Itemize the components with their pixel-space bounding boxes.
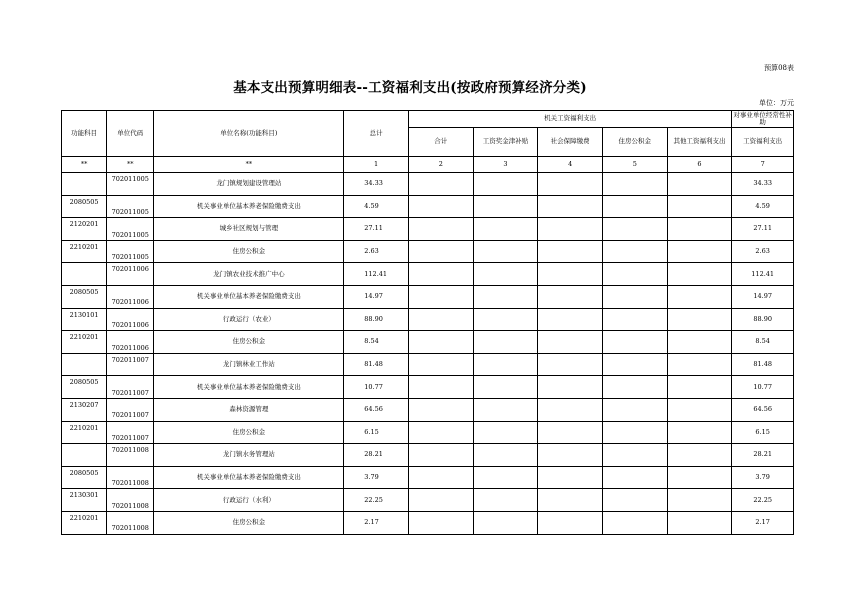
welfare-cell: 81.48 (732, 353, 794, 376)
housing-cell (602, 173, 667, 196)
header-unit-code: 单位代码 (107, 111, 154, 157)
func-subject-cell: 2210201 (62, 511, 107, 534)
unit-code-cell: 702011006 (107, 308, 154, 331)
index-cell: 4 (538, 157, 603, 173)
unit-name-cell: 住房公积金 (154, 511, 344, 534)
unit-code-cell: 702011008 (107, 444, 154, 467)
total-cell: 81.48 (344, 353, 409, 376)
unit-name-cell: 城乡社区规划与管理 (154, 218, 344, 241)
housing-cell (602, 421, 667, 444)
social-cell (538, 331, 603, 354)
housing-cell (602, 285, 667, 308)
social-cell (538, 285, 603, 308)
unit-code-cell: 702011005 (107, 173, 154, 196)
other-cell (667, 218, 732, 241)
total-cell: 14.97 (344, 285, 409, 308)
sum-cell (408, 218, 473, 241)
welfare-cell: 27.11 (732, 218, 794, 241)
index-cell: ** (62, 157, 107, 173)
other-cell (667, 444, 732, 467)
total-cell: 6.15 (344, 421, 409, 444)
header-col-social: 社会保障缴费 (538, 128, 603, 157)
func-subject-cell (62, 353, 107, 376)
social-cell (538, 489, 603, 512)
social-cell (538, 444, 603, 467)
table-row (62, 308, 794, 331)
table-row (62, 398, 794, 421)
other-cell (667, 489, 732, 512)
salary-cell (473, 376, 538, 399)
index-cell: 2 (408, 157, 473, 173)
salary-cell (473, 489, 538, 512)
welfare-cell: 22.25 (732, 489, 794, 512)
unit-name-cell: 住房公积金 (154, 331, 344, 354)
sum-cell (408, 511, 473, 534)
unit-label: 单位：万元 (759, 99, 794, 107)
table-row (62, 285, 794, 308)
index-cell: 7 (732, 157, 794, 173)
housing-cell (602, 376, 667, 399)
other-cell (667, 240, 732, 263)
func-subject-cell: 2130101 (62, 308, 107, 331)
table-row (62, 195, 794, 218)
welfare-cell: 28.21 (732, 444, 794, 467)
total-cell: 22.25 (344, 489, 409, 512)
salary-cell (473, 444, 538, 467)
salary-cell (473, 218, 538, 241)
total-cell: 64.56 (344, 398, 409, 421)
index-cell: 3 (473, 157, 538, 173)
housing-cell (602, 331, 667, 354)
salary-cell (473, 195, 538, 218)
other-cell (667, 195, 732, 218)
salary-cell (473, 353, 538, 376)
func-subject-cell: 2210201 (62, 240, 107, 263)
table-row (62, 466, 794, 489)
other-cell (667, 308, 732, 331)
func-subject-cell: 2120201 (62, 218, 107, 241)
housing-cell (602, 444, 667, 467)
social-cell (538, 466, 603, 489)
sum-cell (408, 285, 473, 308)
salary-cell (473, 285, 538, 308)
other-cell (667, 331, 732, 354)
sum-cell (408, 263, 473, 286)
unit-name-cell: 机关事业单位基本养老保险缴费支出 (154, 466, 344, 489)
housing-cell (602, 353, 667, 376)
unit-code-cell: 702011007 (107, 353, 154, 376)
social-cell (538, 308, 603, 331)
header-group-subsidy: 对事业单位经常性补助 (733, 110, 792, 126)
page-title: 基本支出预算明细表--工资福利支出(按政府预算经济分类) (233, 80, 587, 96)
social-cell (538, 376, 603, 399)
welfare-cell: 2.17 (732, 511, 794, 534)
salary-cell (473, 398, 538, 421)
unit-name-cell: 龙门镇林业工作站 (154, 353, 344, 376)
total-cell: 10.77 (344, 376, 409, 399)
unit-name-cell: 龙门镇水务管理站 (154, 444, 344, 467)
func-subject-cell: 2130207 (62, 398, 107, 421)
header-row-1 (62, 111, 794, 128)
welfare-cell: 4.59 (732, 195, 794, 218)
func-subject-cell: 2080505 (62, 285, 107, 308)
unit-code-cell: 702011007 (107, 421, 154, 444)
welfare-cell: 6.15 (732, 421, 794, 444)
func-subject-cell (62, 444, 107, 467)
other-cell (667, 511, 732, 534)
header-col-welfare: 工资福利支出 (732, 128, 794, 157)
welfare-cell: 10.77 (732, 376, 794, 399)
unit-name-cell: 住房公积金 (154, 240, 344, 263)
index-cell: 1 (344, 157, 409, 173)
table-row (62, 421, 794, 444)
table-row (62, 218, 794, 241)
housing-cell (602, 466, 667, 489)
unit-code-cell: 702011006 (107, 285, 154, 308)
sum-cell (408, 421, 473, 444)
unit-code-cell: 702011008 (107, 489, 154, 512)
table-row (62, 173, 794, 196)
unit-code-cell: 702011006 (107, 263, 154, 286)
salary-cell (473, 331, 538, 354)
table-row (62, 444, 794, 467)
other-cell (667, 376, 732, 399)
header-col-other: 其他工资福利支出 (667, 128, 732, 157)
social-cell (538, 195, 603, 218)
salary-cell (473, 173, 538, 196)
unit-name-cell: 机关事业单位基本养老保险缴费支出 (154, 376, 344, 399)
unit-code-cell: 702011006 (107, 331, 154, 354)
salary-cell (473, 308, 538, 331)
housing-cell (602, 263, 667, 286)
func-subject-cell: 2080505 (62, 195, 107, 218)
header-col-housing: 住房公积金 (602, 128, 667, 157)
table-row (62, 353, 794, 376)
sum-cell (408, 398, 473, 421)
other-cell (667, 421, 732, 444)
func-subject-cell: 2130301 (62, 489, 107, 512)
total-cell: 8.54 (344, 331, 409, 354)
sum-cell (408, 466, 473, 489)
housing-cell (602, 218, 667, 241)
budget-table (61, 110, 794, 535)
func-subject-cell: 2210201 (62, 331, 107, 354)
salary-cell (473, 466, 538, 489)
table-row (62, 331, 794, 354)
other-cell (667, 173, 732, 196)
total-cell: 88.90 (344, 308, 409, 331)
header-func-subject: 功能科目 (62, 111, 107, 157)
unit-name-cell: 行政运行（农业） (154, 308, 344, 331)
unit-name-cell: 森林资源管理 (154, 398, 344, 421)
unit-name-cell: 住房公积金 (154, 421, 344, 444)
welfare-cell: 2.63 (732, 240, 794, 263)
total-cell: 2.17 (344, 511, 409, 534)
welfare-cell: 14.97 (732, 285, 794, 308)
unit-name-cell: 行政运行（水利） (154, 489, 344, 512)
welfare-cell: 8.54 (732, 331, 794, 354)
sum-cell (408, 173, 473, 196)
other-cell (667, 353, 732, 376)
social-cell (538, 353, 603, 376)
unit-code-cell: 702011008 (107, 511, 154, 534)
sum-cell (408, 353, 473, 376)
header-unit-name: 单位名称(功能科目) (154, 111, 344, 157)
welfare-cell: 34.33 (732, 173, 794, 196)
func-subject-cell (62, 263, 107, 286)
welfare-cell: 64.56 (732, 398, 794, 421)
social-cell (538, 263, 603, 286)
index-row (62, 157, 794, 173)
salary-cell (473, 240, 538, 263)
salary-cell (473, 421, 538, 444)
func-subject-cell: 2210201 (62, 421, 107, 444)
sum-cell (408, 331, 473, 354)
index-cell: 6 (667, 157, 732, 173)
sum-cell (408, 489, 473, 512)
total-cell: 28.21 (344, 444, 409, 467)
unit-code-cell: 702011005 (107, 195, 154, 218)
housing-cell (602, 240, 667, 263)
other-cell (667, 398, 732, 421)
unit-code-cell: 702011005 (107, 218, 154, 241)
sum-cell (408, 195, 473, 218)
sum-cell (408, 444, 473, 467)
welfare-cell: 88.90 (732, 308, 794, 331)
social-cell (538, 240, 603, 263)
table-row (62, 511, 794, 534)
salary-cell (473, 263, 538, 286)
social-cell (538, 511, 603, 534)
total-cell: 2.63 (344, 240, 409, 263)
func-subject-cell: 2080505 (62, 376, 107, 399)
housing-cell (602, 195, 667, 218)
index-cell: 5 (602, 157, 667, 173)
index-cell: ** (107, 157, 154, 173)
total-cell: 3.79 (344, 466, 409, 489)
housing-cell (602, 398, 667, 421)
social-cell (538, 173, 603, 196)
table-row (62, 240, 794, 263)
unit-code-cell: 702011008 (107, 466, 154, 489)
housing-cell (602, 511, 667, 534)
table-row (62, 263, 794, 286)
unit-code-cell: 702011007 (107, 398, 154, 421)
housing-cell (602, 308, 667, 331)
unit-name-cell: 龙门镇规划建设管理站 (154, 173, 344, 196)
unit-code-cell: 702011007 (107, 376, 154, 399)
unit-code-cell: 702011005 (107, 240, 154, 263)
form-number: 预算08表 (764, 64, 794, 72)
other-cell (667, 466, 732, 489)
social-cell (538, 421, 603, 444)
welfare-cell: 112.41 (732, 263, 794, 286)
header-col-salary: 工资奖金津补贴 (473, 128, 538, 157)
other-cell (667, 285, 732, 308)
housing-cell (602, 489, 667, 512)
index-cell: ** (154, 157, 344, 173)
social-cell (538, 398, 603, 421)
header-total: 总计 (344, 111, 409, 157)
func-subject-cell (62, 173, 107, 196)
total-cell: 27.11 (344, 218, 409, 241)
other-cell (667, 263, 732, 286)
header-col-sum: 合计 (408, 128, 473, 157)
header-group-organ: 机关工资福利支出 (408, 111, 731, 128)
salary-cell (473, 511, 538, 534)
table-row (62, 376, 794, 399)
unit-name-cell: 机关事业单位基本养老保险缴费支出 (154, 285, 344, 308)
unit-name-cell: 机关事业单位基本养老保险缴费支出 (154, 195, 344, 218)
unit-name-cell: 龙门镇农业技术推广中心 (154, 263, 344, 286)
social-cell (538, 218, 603, 241)
sum-cell (408, 240, 473, 263)
total-cell: 34.33 (344, 173, 409, 196)
func-subject-cell: 2080505 (62, 466, 107, 489)
total-cell: 112.41 (344, 263, 409, 286)
sum-cell (408, 308, 473, 331)
welfare-cell: 3.79 (732, 466, 794, 489)
total-cell: 4.59 (344, 195, 409, 218)
sum-cell (408, 376, 473, 399)
table-row (62, 489, 794, 512)
